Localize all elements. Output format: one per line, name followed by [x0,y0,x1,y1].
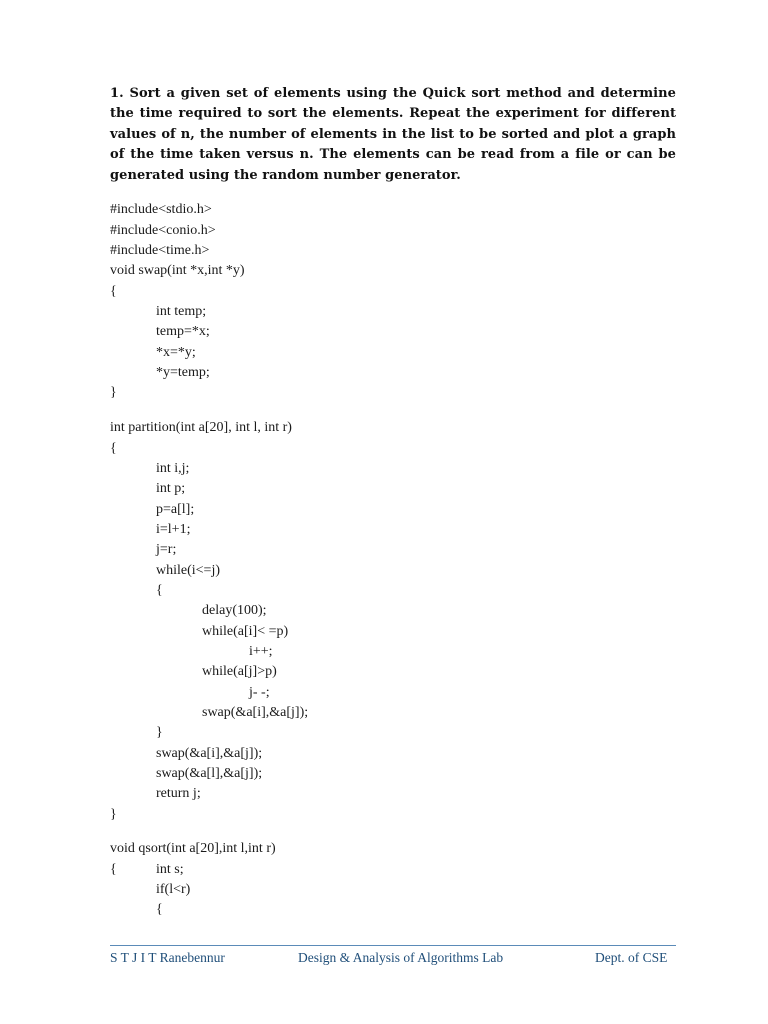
footer-course-title: Design & Analysis of Algorithms Lab [298,950,504,965]
code-line: int partition(int a[20], int l, int r) [110,420,292,435]
code-line: swap(&a[i],&a[j]); [156,746,263,761]
code-line: int temp; [156,304,207,319]
code-line: { [156,583,163,598]
code-line: swap(&a[i],&a[j]); [202,705,309,720]
code-line: p=a[l]; [156,502,195,517]
code-line: { [110,441,117,456]
code-line: *x=*y; [156,345,196,360]
code-line: while(a[i]< =p) [202,624,289,639]
code-line: j=r; [156,542,177,557]
code-line: while(i<=j) [156,563,220,578]
code-line: } [110,385,117,400]
code-line: } [156,725,163,740]
code-line: int i,j; [156,461,190,476]
code-line: i=l+1; [156,522,191,537]
footer-divider [110,945,676,946]
code-line: i++; [249,644,273,659]
code-line: int p; [156,481,186,496]
code-line: { [110,284,117,299]
code-line: *y=temp; [156,365,210,380]
code-line: { [110,862,117,877]
code-line: int s; [156,862,184,877]
code-line: if(l<r) [156,882,191,897]
code-line: #include<stdio.h> [110,202,212,217]
footer-institute: S T J I T Ranebennur [110,950,225,965]
code-line: delay(100); [202,603,267,618]
code-line: while(a[j]>p) [202,664,277,679]
code-line: { [156,902,163,917]
question-statement: 1. Sort a given set of elements using the Quick sort method and determine the time required to sort the elements. Repeat the experiment for different values of n, the number of elements in the list to be sorted and plot a graph of the time taken versus n. The elements can be read from a file or can be generated using the random number generator. [110,86,676,183]
code-line: swap(&a[l],&a[j]); [156,766,263,781]
code-line: #include<time.h> [110,243,210,258]
code-line: #include<conio.h> [110,223,216,238]
code-line: temp=*x; [156,324,210,339]
code-line: j- -; [249,685,270,700]
code-line: } [110,807,117,822]
code-line: void qsort(int a[20],int l,int r) [110,841,276,856]
footer-department: Dept. of CSE [595,950,668,965]
code-line: void swap(int *x,int *y) [110,263,245,278]
code-line: return j; [156,786,201,801]
